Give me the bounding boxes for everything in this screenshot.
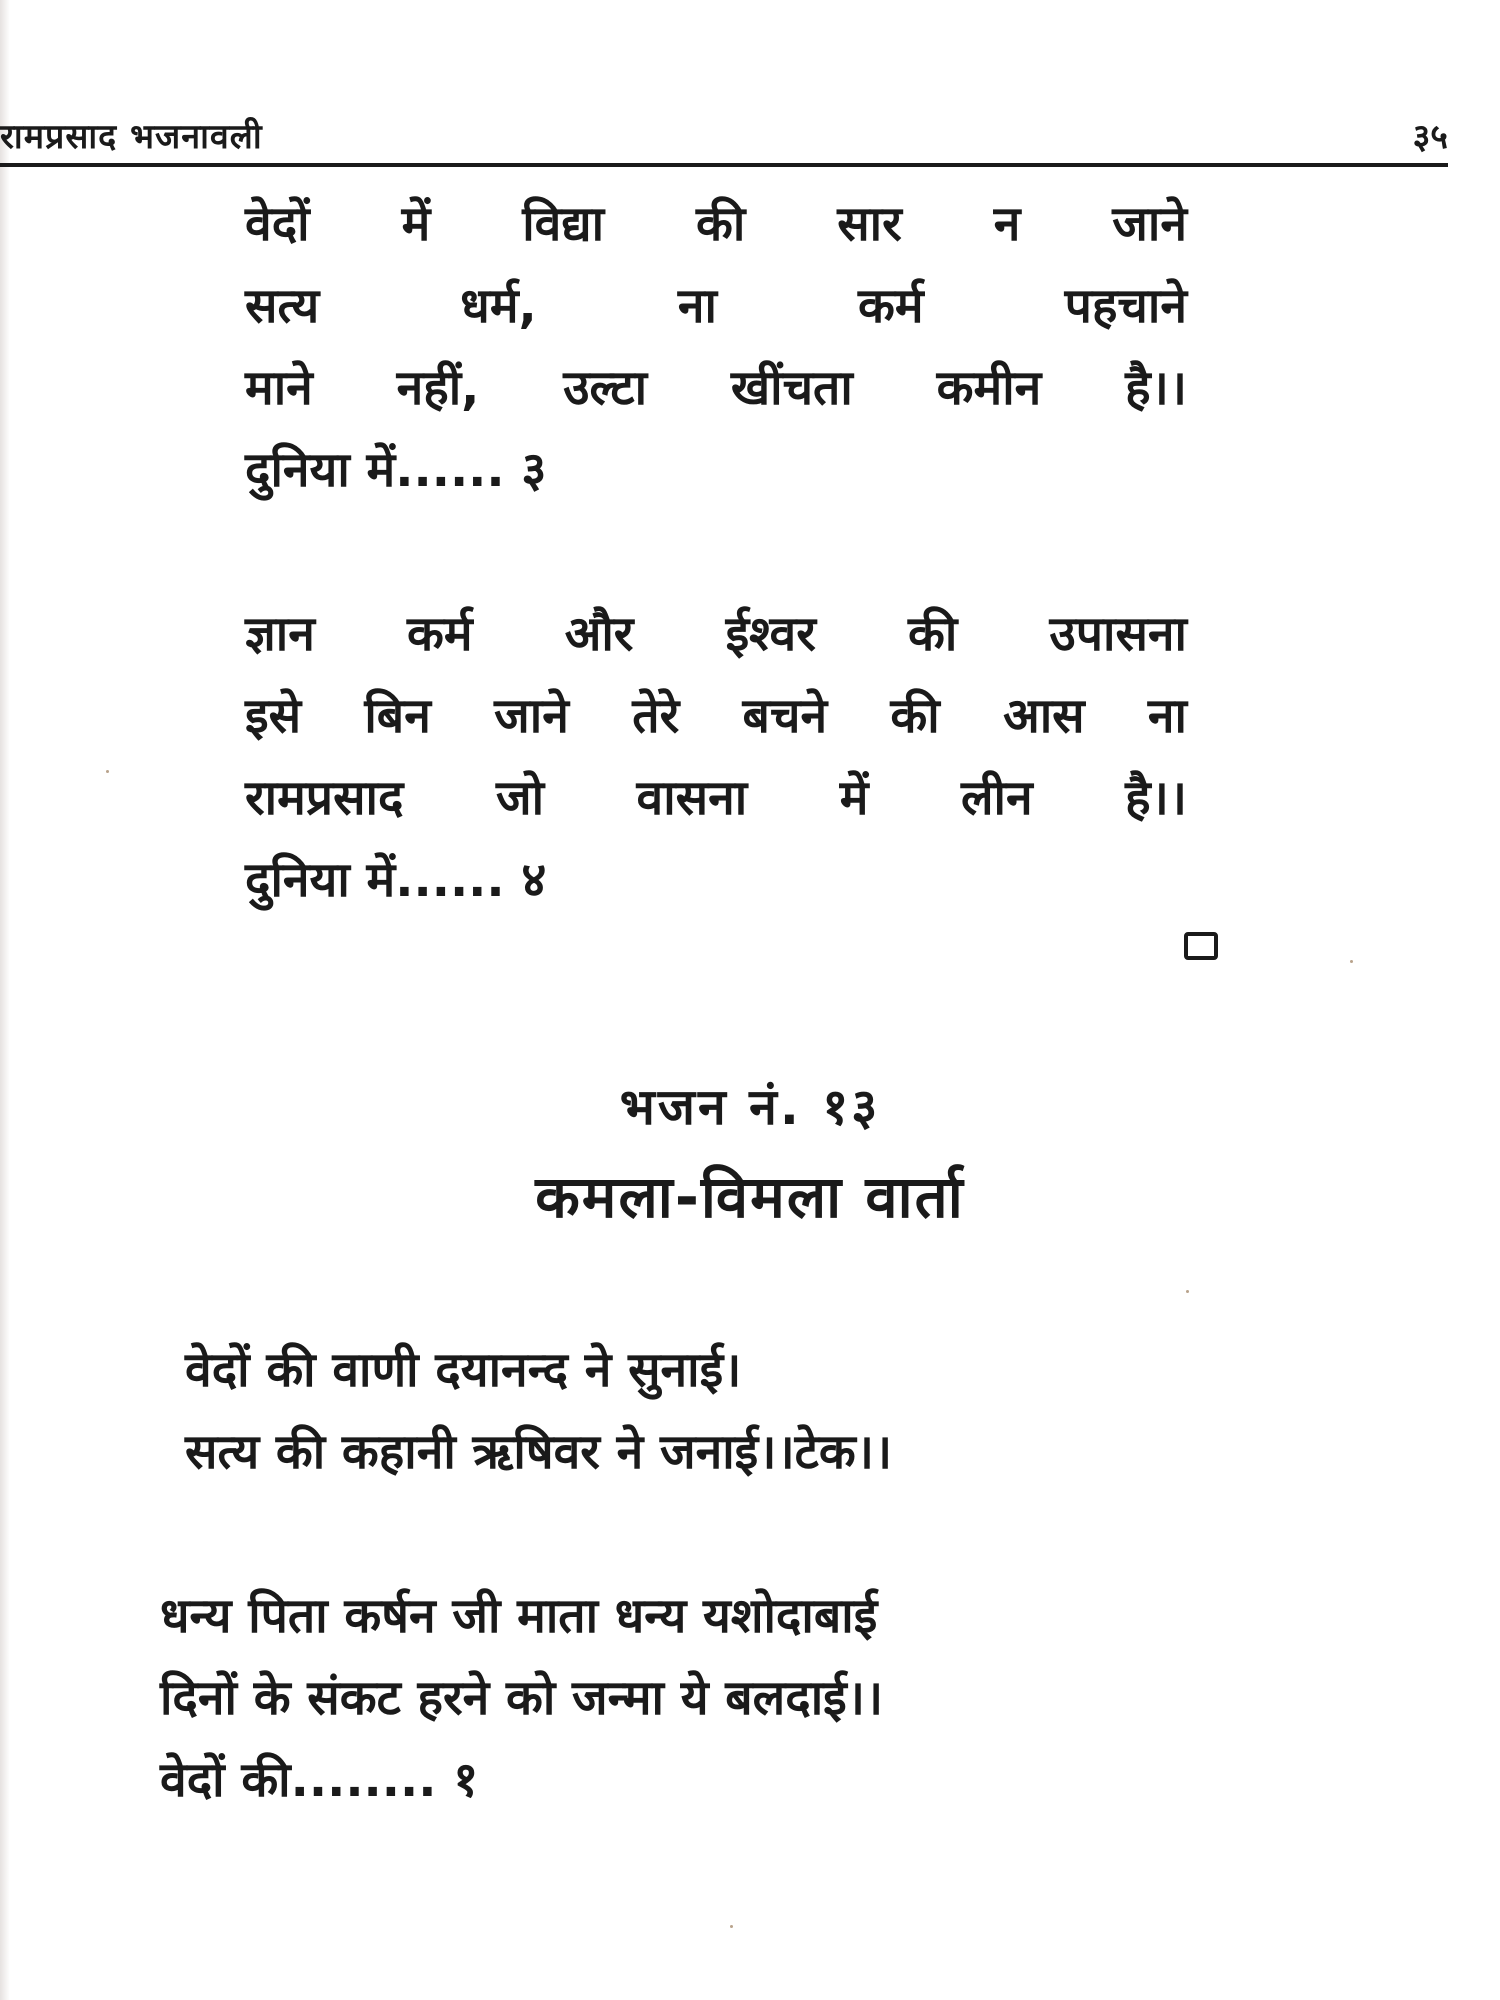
verse-line: ज्ञान कर्म और ईश्वर की उपासना xyxy=(245,606,1187,662)
refrain-cue: वेदों की........ १ xyxy=(160,1752,479,1808)
verse-line: इसे बिन जाने तेरे बचने की आस ना xyxy=(245,688,1187,744)
refrain-line: वेदों की वाणी दयानन्द ने सुनाई। xyxy=(185,1342,742,1398)
bhajan-number: भजन नं. १३ xyxy=(619,1078,881,1136)
page-number: ३५ xyxy=(1412,117,1448,157)
verse-line: धन्य पिता कर्षन जी माता धन्य यशोदाबाई xyxy=(160,1588,878,1644)
end-of-bhajan-box-icon xyxy=(1184,932,1218,960)
paper-speck xyxy=(730,1925,733,1928)
paper-speck xyxy=(106,770,109,773)
refrain-cue: दुनिया में...... ३ xyxy=(245,442,547,498)
verse-line: वेदों में विद्या की सार न जाने xyxy=(245,196,1187,252)
page-edge-shadow xyxy=(0,0,10,2000)
verse-line: माने नहीं, उल्टा खींचता कमीन है।। xyxy=(245,360,1187,416)
paper-speck xyxy=(1186,1290,1189,1293)
refrain-cue: दुनिया में...... ४ xyxy=(245,852,547,908)
verse-line: रामप्रसाद जो वासना में लीन है।। xyxy=(245,770,1187,826)
verse-line: सत्य धर्म, ना कर्म पहचाने xyxy=(245,278,1187,334)
paper-speck xyxy=(1350,960,1353,963)
header-rule xyxy=(0,163,1448,167)
running-title: रामप्रसाद भजनावली xyxy=(0,117,263,157)
verse-line: दिनों के संकट हरने को जन्मा ये बलदाई।। xyxy=(160,1670,884,1726)
running-header xyxy=(0,112,1448,162)
refrain-line: सत्य की कहानी ऋषिवर ने जनाई।।टेक।। xyxy=(185,1424,893,1480)
bhajan-title: कमला-विमला वार्ता xyxy=(535,1163,965,1231)
